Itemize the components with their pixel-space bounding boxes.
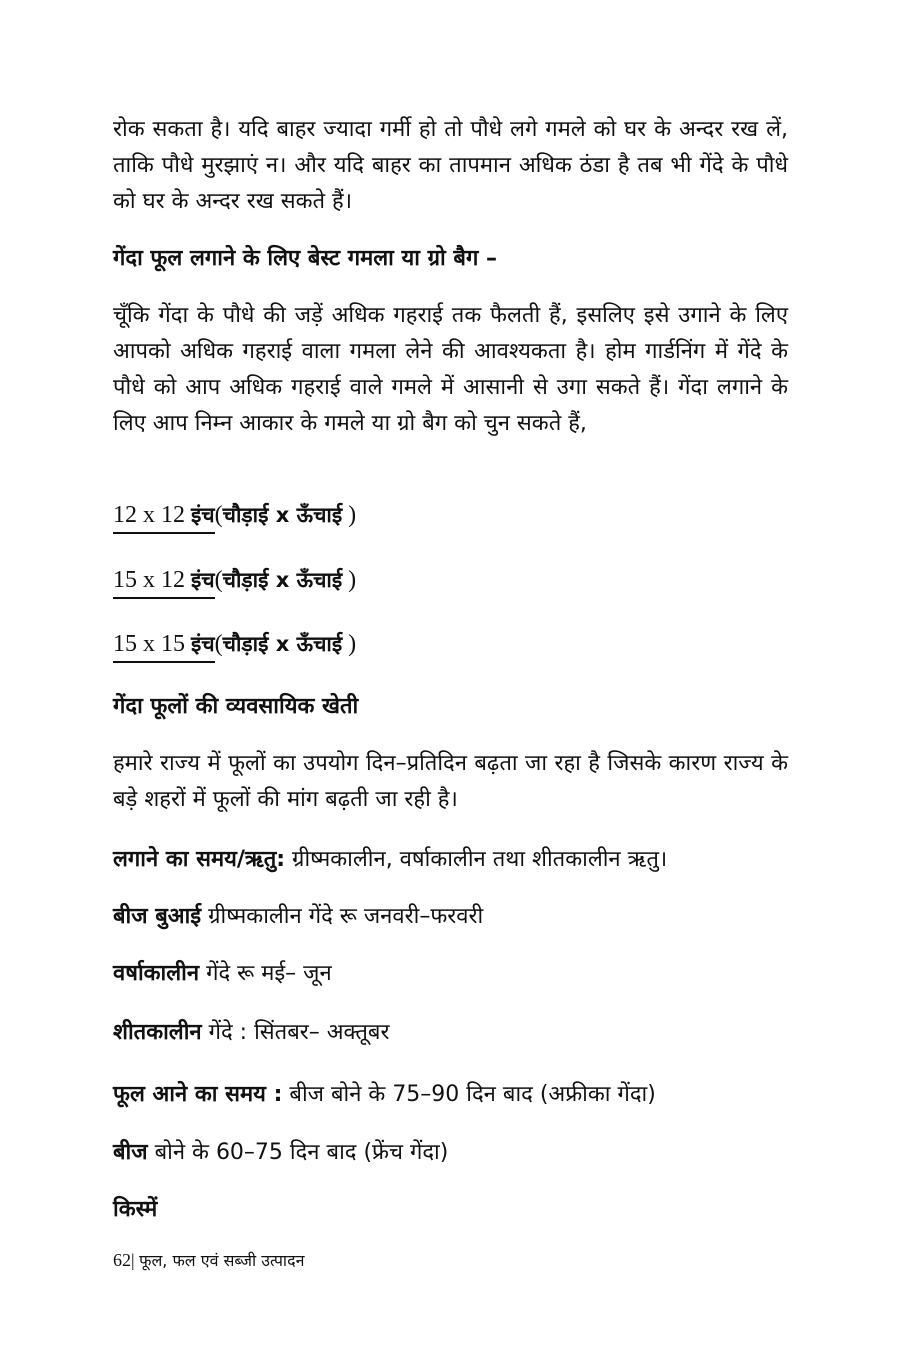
- pot-size-label: चौड़ाई x ऊँचाई: [222, 632, 343, 656]
- field-label: वर्षाकालीन: [113, 961, 200, 986]
- field-value: ग्रीष्मकालीन गेंदे रू जनवरी–फरवरी: [201, 904, 484, 929]
- pot-section-paragraph: चूँकि गेंदा के पौधे की जड़ें अधिक गहराई तक फैलती हैं, इसलिए इसे उगाने के लिए आपको अधिक गहराई वाला गमला लेने की आवश्यकता है। होम गार्डनिंग में गेंदे के पौधे को आप अधिक गहराई वाले गमले में आसानी से उगा सकते हैं। गेंदा लगाने के लिए आप निम्न आकार के गमले या ग्रो बैग को चुन सकते हैं,: [113, 303, 788, 436]
- flowering-time-field: [113, 1080, 813, 1110]
- pot-size-open-paren: (: [214, 631, 223, 657]
- planting-season-field: [113, 845, 813, 875]
- pot-size-label: चौड़ाई x ऊँचाई: [222, 503, 343, 527]
- pot-size-dims-underlined: [113, 629, 215, 663]
- field-value: बोने के 60–75 दिन बाद (फ्रेंच गेंदा): [147, 1140, 449, 1165]
- pot-size-line: [113, 565, 356, 599]
- seed-sowing-field: [113, 902, 813, 932]
- field-value: गेंदे रू मई– जून: [199, 961, 332, 986]
- field-label: फूल आने का समय :: [113, 1082, 283, 1107]
- pot-size-line: [113, 629, 356, 663]
- pot-size-dims: 15 x 12: [113, 567, 191, 593]
- winter-field: [113, 1018, 813, 1048]
- field-label: बीज: [113, 1140, 148, 1165]
- field-label: लगाने का समय/ऋतु:: [113, 847, 286, 872]
- monsoon-field: [113, 959, 813, 989]
- pot-size-close-paren: ): [342, 502, 357, 528]
- pot-size-close-paren: ): [342, 567, 357, 593]
- field-label: शीतकालीन: [113, 1020, 202, 1045]
- pot-size-unit: इंच: [191, 503, 215, 527]
- page-number: 62: [113, 1250, 131, 1270]
- pot-size-unit: इंच: [191, 568, 215, 592]
- field-value: गेंदे : सिंतबर– अक्तूबर: [201, 1020, 390, 1045]
- field-label: बीज बुआई: [113, 904, 202, 929]
- varieties-heading: किस्में: [113, 1197, 158, 1222]
- pot-size-label: चौड़ाई x ऊँचाई: [222, 568, 343, 592]
- field-value: बीज बोने के 75–90 दिन बाद (अफ्रीका गेंदा): [282, 1082, 656, 1107]
- footer-separator: |: [131, 1250, 140, 1270]
- pot-size-dims: 12 x 12: [113, 502, 191, 528]
- seed-flowering-field: [113, 1138, 813, 1168]
- commercial-section-paragraph: हमारे राज्य में फूलों का उपयोग दिन–प्रतिदिन बढ़ता जा रहा है जिसके कारण राज्य के बड़े शहरों में फूलों की मांग बढ़ती जा रही है।: [113, 751, 788, 812]
- pot-size-open-paren: (: [214, 567, 223, 593]
- pot-size-dims: 15 x 15: [113, 631, 191, 657]
- pot-size-open-paren: (: [214, 502, 223, 528]
- pot-size-line: [113, 500, 356, 534]
- pot-size-dims-underlined: [113, 565, 215, 599]
- pot-size-unit: इंच: [191, 632, 215, 656]
- book-title: फूल, फल एवं सब्जी उत्पादन: [139, 1251, 305, 1270]
- page-footer: [113, 1248, 304, 1273]
- intro-paragraph: रोक सकता है। यदि बाहर ज्यादा गर्मी हो तो पौधे लगे गमले को घर के अन्दर रख लें, ताकि पौधे मुरझाएं न। और यदि बाहर का तापमान अधिक ठंडा है तब भी गेंदे के पौधे को घर के अन्दर रख सकते हैं।: [113, 117, 788, 214]
- pot-size-close-paren: ): [342, 631, 357, 657]
- pot-section-heading: गेंदा फूल लगाने के लिए बेस्ट गमला या ग्रो बैग –: [113, 246, 497, 271]
- pot-size-dims-underlined: [113, 500, 215, 534]
- field-value: ग्रीष्मकालीन, वर्षाकालीन तथा शीतकालीन ऋतु।: [285, 847, 668, 872]
- commercial-section-heading: गेंदा फूलों की व्यवसायिक खेती: [113, 694, 359, 719]
